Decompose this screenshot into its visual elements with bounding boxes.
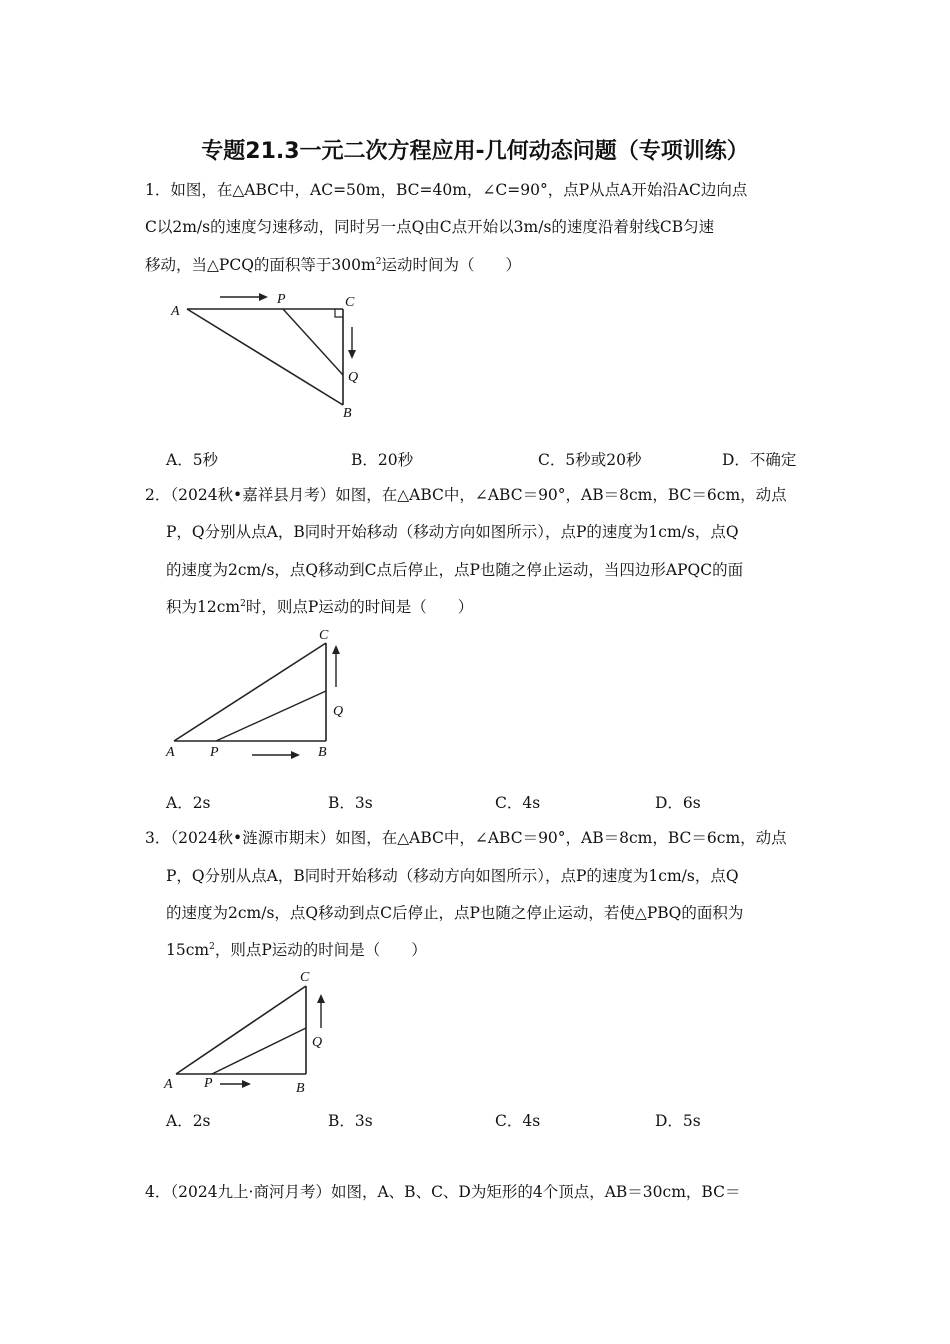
q1-label-q: Q [348, 370, 359, 385]
q1-line-3-text: 移动，当△PCQ的面积等于300m [145, 256, 376, 274]
q2-line-4-text: 积为12cm [166, 598, 241, 616]
q3-label-b: B [296, 1081, 305, 1096]
q3-line-4-tail: ，则点P运动的时间是（ ） [214, 941, 427, 959]
q1-figure [165, 285, 365, 425]
q2-segment-pq [216, 691, 326, 741]
q2-arrow-up-head [332, 645, 340, 654]
q1-label-b: B [343, 406, 352, 421]
q1-option-c[interactable]: C．5秒或20秒 [538, 451, 642, 469]
q2-line-4 [166, 595, 473, 617]
q1-label-a: A [171, 304, 180, 319]
q2-line-2: P，Q分别从点A，B同时开始移动（移动方向如图所示），点P的速度为1cm/s，点Q [166, 523, 739, 541]
q2-label-b: B [318, 745, 327, 760]
q3-line-4 [166, 938, 427, 960]
q3-label-p: P [204, 1076, 213, 1091]
q1-option-b[interactable]: B．20秒 [351, 451, 414, 469]
q1-option-a[interactable]: A．5秒 [166, 451, 219, 469]
q3-option-a[interactable]: A．2s [166, 1112, 211, 1130]
q1-segment-ab [187, 309, 343, 405]
q1-label-p: P [277, 292, 286, 307]
q1-right-angle-mark [335, 309, 343, 317]
q2-label-c: C [319, 628, 329, 643]
q1-arrow-down-head [348, 350, 356, 359]
q1-arrow-right-head [259, 293, 268, 301]
q3-arrow-right-head [242, 1080, 251, 1088]
q1-option-d[interactable]: D．不确定 [722, 451, 797, 469]
q3-figure [160, 966, 360, 1096]
q1-segment-pq [283, 309, 343, 375]
q1-line-2: C以2m/s的速度匀速移动，同时另一点Q由C点开始以3m/s的速度沿着射线CB匀速 [145, 218, 715, 236]
q3-option-d[interactable]: D．5s [655, 1112, 701, 1130]
q3-label-a: A [164, 1077, 173, 1092]
q3-label-q: Q [312, 1035, 323, 1050]
q2-figure [160, 625, 360, 765]
q1-line-1: 1．如图，在△ABC中，AC=50m，BC=40m，∠C=90°，点P从点A开始沿AC边向点 [145, 181, 748, 199]
q3-label-c: C [300, 970, 310, 985]
q2-label-p: P [210, 745, 219, 760]
q2-line-3: 的速度为2cm/s，点Q移动到C点后停止，点P也随之停止运动，当四边形APQC的面 [166, 561, 744, 579]
q2-option-c[interactable]: C．4s [495, 794, 541, 812]
q3-arrow-up-head [317, 994, 325, 1003]
q3-line-1: 3．（2024秋•涟源市期末）如图，在△ABC中，∠ABC＝90°，AB＝8cm，BC＝6cm，动点 [145, 829, 787, 847]
q2-label-q: Q [333, 704, 344, 719]
q3-line-3: 的速度为2cm/s，点Q移动到点C后停止，点P也随之停止运动，若使△PBQ的面积为 [166, 904, 744, 922]
q2-option-b[interactable]: B．3s [328, 794, 373, 812]
q3-line-2: P，Q分别从点A，B同时开始移动（移动方向如图所示），点P的速度为1cm/s，点Q [166, 867, 739, 885]
q2-superscript: 2 [240, 598, 246, 609]
q3-option-c[interactable]: C．4s [495, 1112, 541, 1130]
q4-line-1: 4．（2024九上·商河月考）如图，A、B、C、D为矩形的4个顶点，AB＝30cm，BC＝ [145, 1183, 741, 1201]
q2-line-1: 2．（2024秋•嘉祥县月考）如图，在△ABC中，∠ABC＝90°，AB＝8cm，BC＝6cm，动点 [145, 486, 787, 504]
q3-line-4-text: 15cm [166, 941, 210, 959]
q3-segment-ac [176, 986, 306, 1074]
q3-segment-pq [212, 1028, 306, 1074]
q1-label-c: C [345, 295, 355, 310]
q2-option-a[interactable]: A．2s [166, 794, 211, 812]
q1-line-3 [145, 253, 521, 275]
q2-option-d[interactable]: D．6s [655, 794, 701, 812]
q3-option-b[interactable]: B．3s [328, 1112, 373, 1130]
q3-superscript: 2 [209, 941, 215, 952]
q1-line-3-tail: 运动时间为（ ） [381, 256, 521, 274]
q2-arrow-right-head [291, 751, 300, 759]
q2-line-4-tail: 时，则点P运动的时间是（ ） [245, 598, 474, 616]
q1-superscript: 2 [375, 256, 382, 267]
q2-label-a: A [166, 745, 175, 760]
page-title: 专题21.3一元二次方程应用-几何动态问题（专项训练） [201, 139, 749, 164]
